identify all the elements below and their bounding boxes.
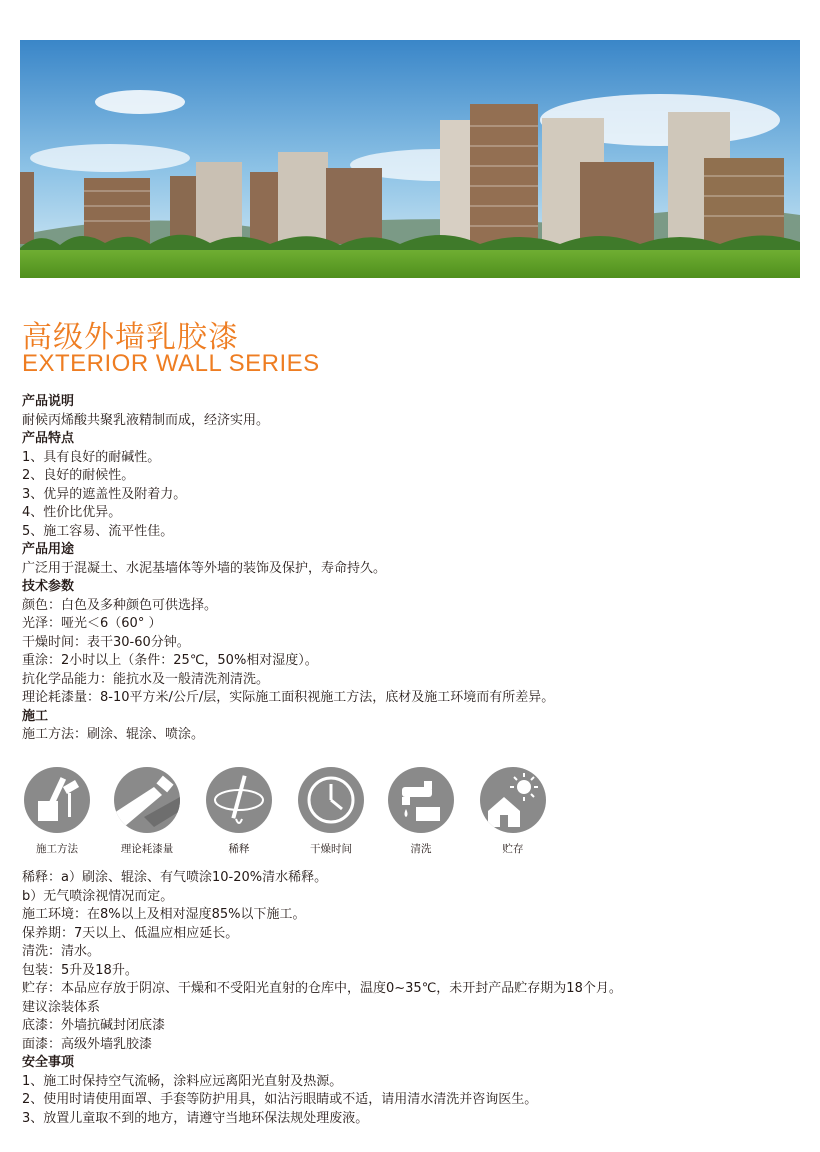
text-line: 底漆：外墙抗碱封闭底漆 [22,1018,166,1033]
text-line: 3、优异的遮盖性及附着力。 [22,486,187,502]
icon-label: 贮存 [502,843,524,855]
text-line: 干燥时间：表干30-60分钟。 [22,634,190,650]
text-line: 重涂：2小时以上（条件：25℃，50%相对湿度）。 [22,653,318,668]
banner-image [20,40,800,278]
text-line: 1、施工时保持空气流畅，涂料应远离阳光直射及热源。 [22,1073,343,1089]
clock-icon [298,767,364,833]
text-line: 4、性价比优异。 [22,505,122,520]
text-line: 建议涂装体系 [22,999,101,1015]
text-line: 贮存：本品应存放于阴凉、干燥和不受阳光直射的仓库中，温度0~35℃，未开封产品贮存期为18个月。 [22,981,622,996]
icon-item [204,767,274,856]
section-heading: 施工 [22,708,49,724]
application-icons-row [22,767,562,862]
icon-item [112,767,182,856]
residential-towers-photo [20,40,800,278]
icon-item [296,767,366,856]
text-line: 广泛用于混凝土、水泥基墙体等外墙的装饰及保护，寿命持久。 [22,560,387,576]
text-line: 稀释：a）刷涂、辊涂、有气喷涂10-20%清水稀释。 [22,870,328,885]
icon-label: 稀释 [228,843,250,855]
faucet-icon [388,767,454,833]
text-line: 包装：5升及18升。 [22,962,138,978]
application-details-section [22,869,802,1128]
text-line: 光泽：哑光＜6（60° ） [22,616,162,631]
text-line: 理论耗漆量：8-10平方米/公斤/层，实际施工面积视施工方法，底材及施工环境而有所差异。 [22,690,555,705]
text-line: 5、施工容易、流平性佳。 [22,523,174,539]
product-description-section [22,393,802,745]
brush-coverage-icon [114,767,180,833]
page-title: 高级外墙乳胶漆 [22,320,239,355]
text-line: 清洗：清水。 [22,944,101,959]
text-line: 面漆：高级外墙乳胶漆 [22,1036,153,1052]
stir-dilute-icon [206,767,272,833]
section-heading: 技术参数 [22,579,75,594]
text-line: b）无气喷涂视情况而定。 [22,888,174,904]
text-line: 3、放置儿童取不到的地方，请遵守当地环保法规处理废液。 [22,1110,369,1126]
text-line: 保养期：7天以上、低温应相应延长。 [22,925,239,941]
paint-tools-icon [24,767,90,833]
text-line: 施工方法：刷涂、辊涂、喷涂。 [22,727,205,742]
icon-item [22,767,92,856]
section-heading: 产品说明 [22,394,75,409]
icon-label: 干燥时间 [310,843,352,855]
page-subtitle: EXTERIOR WALL SERIES [22,350,320,377]
icon-label: 清洗 [410,843,432,855]
icon-label: 理论耗漆量 [120,843,174,855]
section-heading: 产品特点 [22,431,75,446]
icon-item [386,767,456,856]
section-heading: 安全事项 [22,1055,75,1070]
text-line: 颜色：白色及多种颜色可供选择。 [22,597,218,613]
section-heading: 产品用途 [22,542,75,557]
text-line: 抗化学品能力：能抗水及一般清洗剂清洗。 [22,671,270,687]
icon-label: 施工方法 [36,843,78,855]
text-line: 2、使用时请使用面罩、手套等防护用具，如沾污眼睛或不适，请用清水清洗并咨询医生。 [22,1092,538,1107]
icon-item [478,767,548,856]
text-line: 施工环境：在8%以上及相对湿度85%以下施工。 [22,907,306,922]
house-sun-icon [480,767,546,833]
text-line: 1、具有良好的耐碱性。 [22,449,161,465]
text-line: 2、良好的耐候性。 [22,468,135,483]
text-line: 耐候丙烯酸共聚乳液精制而成，经济实用。 [22,412,270,428]
